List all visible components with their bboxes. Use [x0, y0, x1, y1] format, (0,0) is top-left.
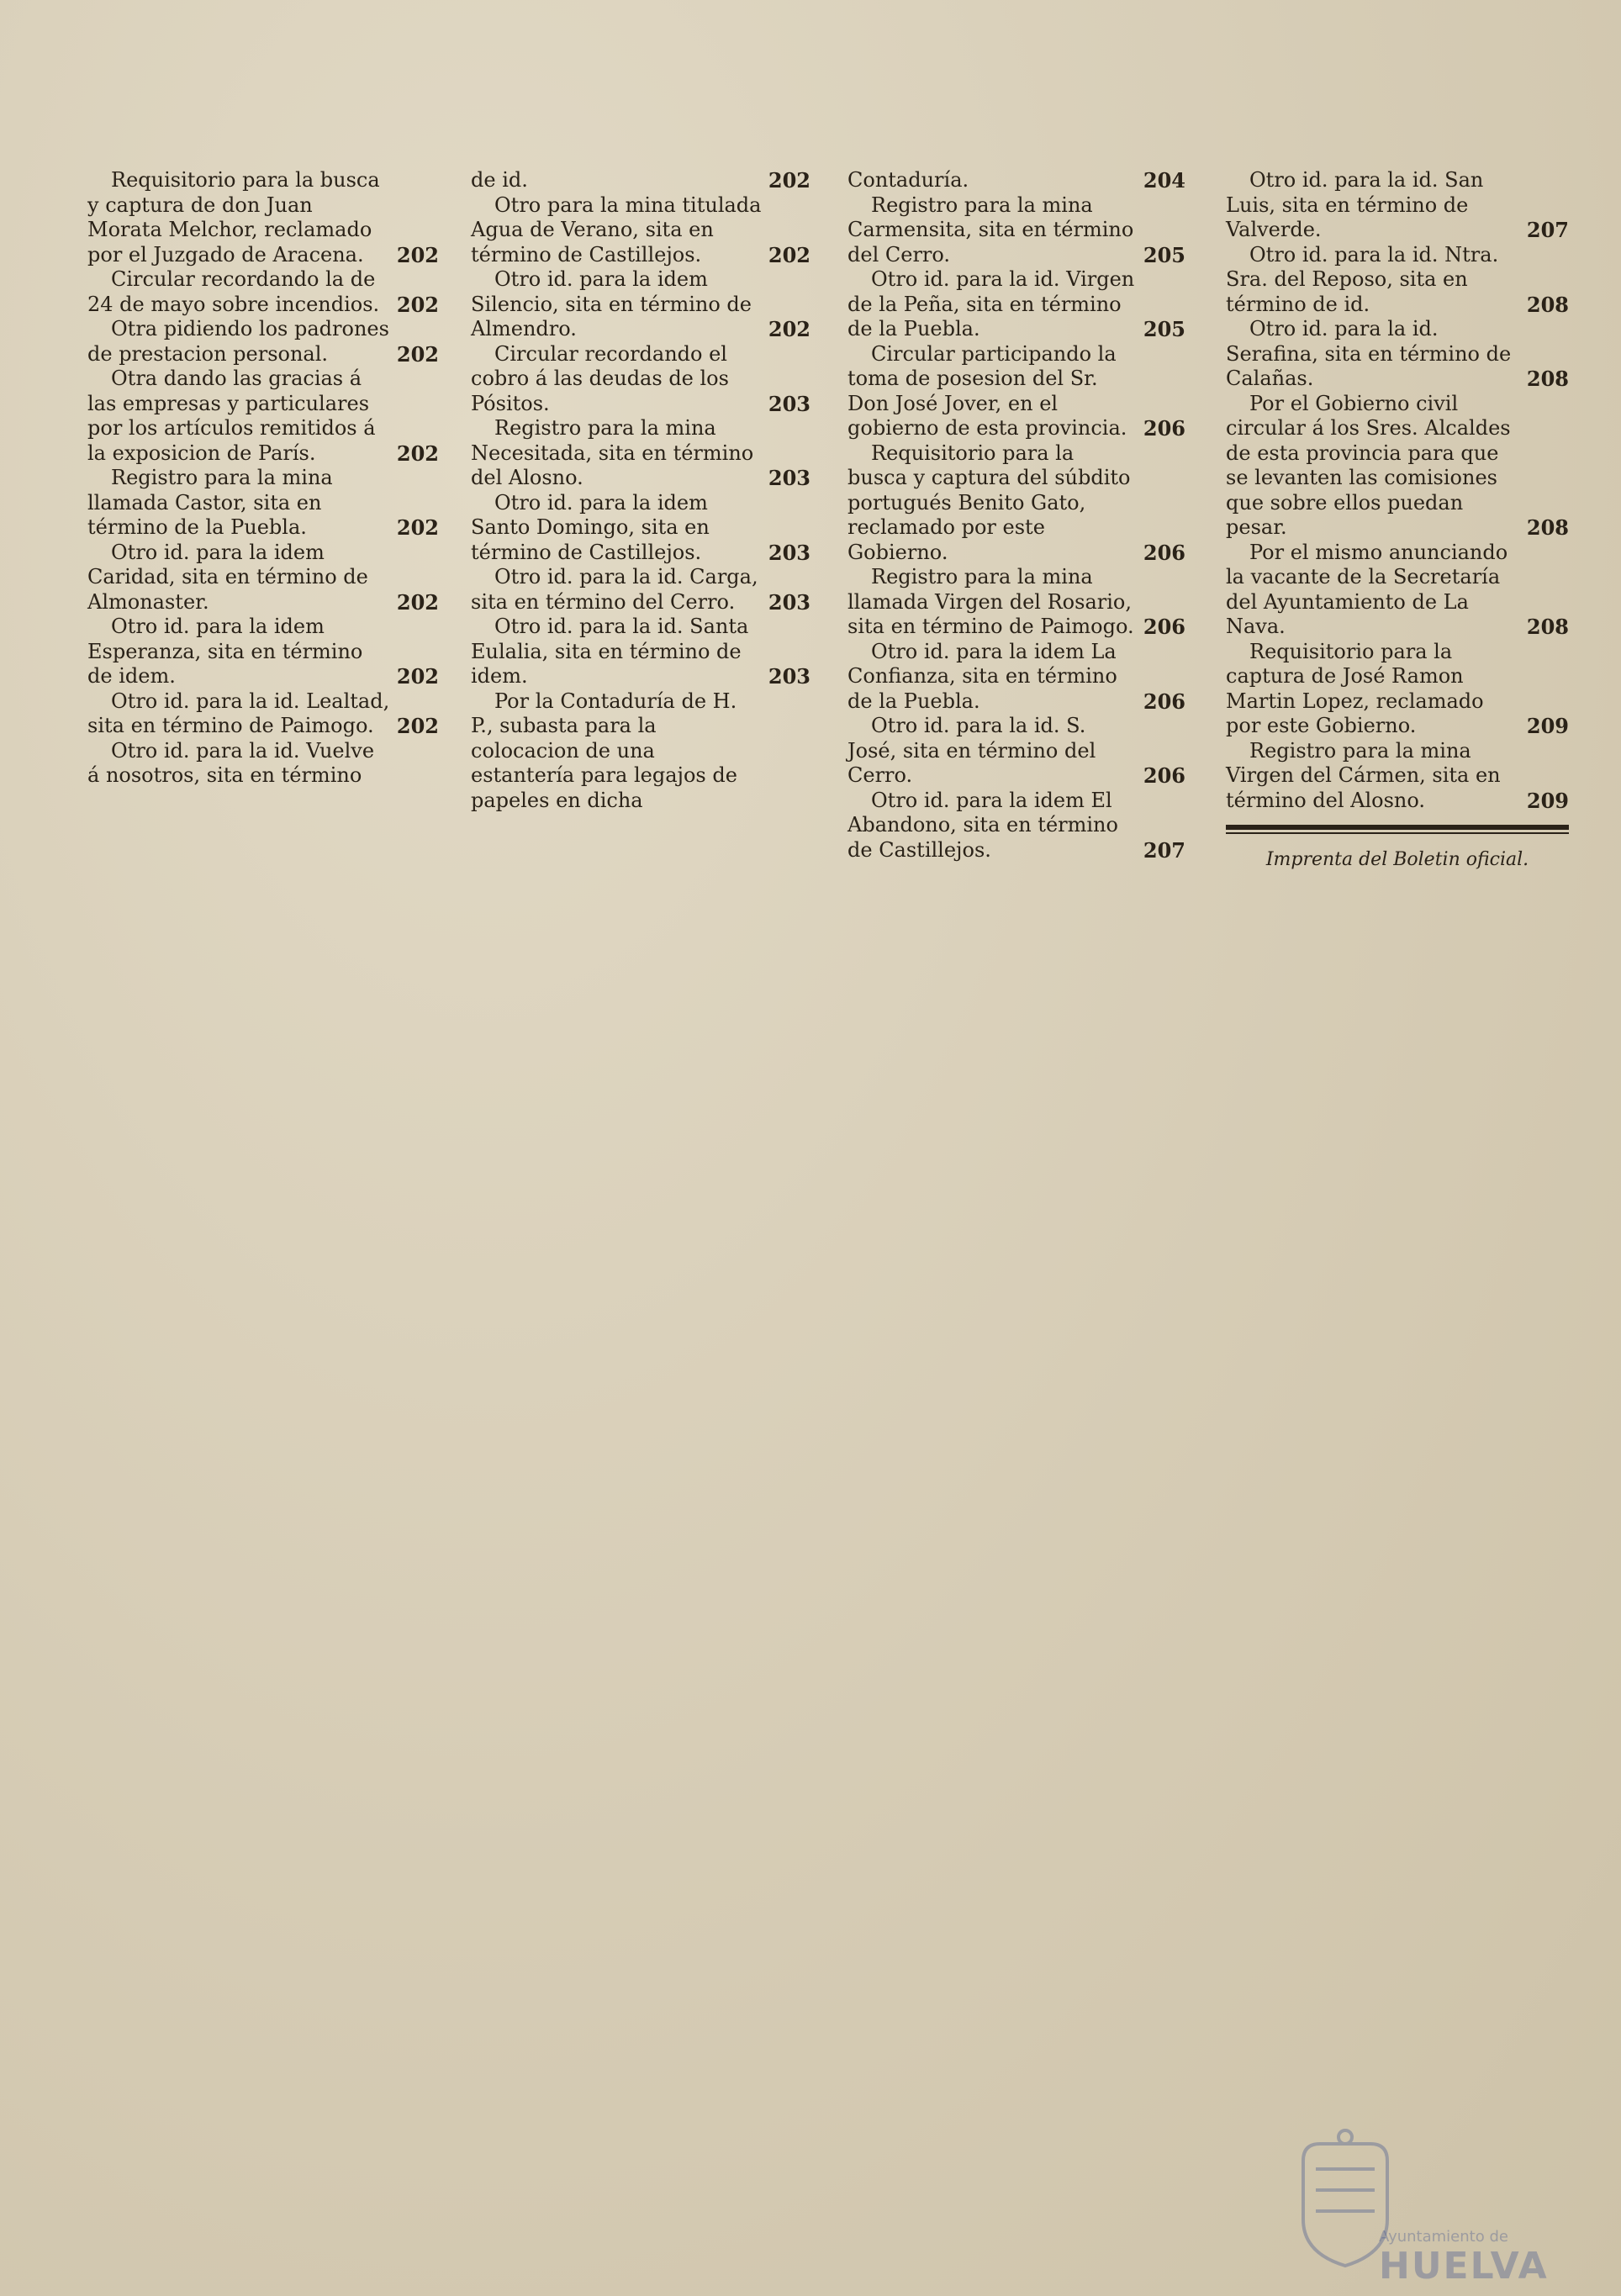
index-entry: Otro id. para la id. Lealtad, sita en término de Paimogo. 202: [87, 689, 439, 738]
index-entry: Por el mismo anunciando la vacante de la Secretaría del Ayuntamiento de La Nava. 208: [1226, 540, 1569, 639]
index-column-3: [847, 168, 1185, 863]
index-entry: Registro para la mina llamada Castor, sita en término de la Puebla. 202: [87, 466, 439, 540]
index-entry: Otro id. para la idem La Confianza, sita en término de la Puebla. 206: [847, 639, 1185, 714]
watermark-text: HUELVA: [1379, 2245, 1549, 2288]
index-entry: Otro id. para la id. Santa Eulalia, sita en término de idem. 203: [471, 615, 810, 689]
index-column-2: [471, 168, 810, 813]
index-entry: Otro id. para la id. Serafina, sita en término de Calañas. 208: [1226, 317, 1569, 391]
index-entry: Registro para la mina Carmensita, sita en término del Cerro. 205: [847, 193, 1185, 267]
index-entry: Requisitorio para la busca y captura de don Juan Morata Melchor, reclamado por el Juzgado de Aracena. 202: [87, 168, 439, 267]
index-entry: Por la Contaduría de H. P., subasta para la colocacion de una estantería para legajos de papeles en dicha: [471, 689, 737, 812]
closing-rule: [1226, 825, 1569, 830]
index-entry: Circular recordando la de 24 de mayo sobre incendios. 202: [87, 267, 439, 317]
watermark-subtext: Ayuntamiento de: [1379, 2228, 1508, 2246]
index-entry: Otra dando las gracias á las empresas y particulares por los artículos remitidos á la exposicion de París. 202: [87, 367, 439, 466]
index-entry: Por el Gobierno civil circular á los Sres. Alcaldes de esta provincia para que se levanten las comisiones que sobre ellos puedan pesar. 208: [1226, 391, 1569, 540]
index-entry: Otro id. para la id. Virgen de la Peña, sita en término de la Puebla. 205: [847, 267, 1185, 341]
imprint-line: Imprenta del Boletin oficial.: [1265, 849, 1529, 870]
index-entry: Otro id. para la idem Caridad, sita en término de Almonaster. 202: [87, 540, 439, 615]
index-column-1: [87, 168, 439, 789]
index-entry: Contaduría. 204: [847, 168, 1185, 193]
index-entry: Registro para la mina Virgen del Cármen, sita en término del Alosno. 209: [1226, 738, 1569, 813]
index-entry: Otro id. para la id. Carga, sita en término del Cerro. 203: [471, 565, 810, 615]
index-entry: Requisitorio para la busca y captura del súbdito portugués Benito Gato, reclamado por este Gobierno. 206: [847, 441, 1185, 565]
index-entry: Otro id. para la idem Santo Domingo, sita en término de Castillejos. 203: [471, 490, 810, 565]
index-entry: Otro id. para la idem Silencio, sita en término de Almendro. 202: [471, 267, 810, 341]
index-entry: Otro id. para la id. S. José, sita en término del Cerro. 206: [847, 714, 1185, 788]
index-entry: Otro id. para la idem El Abandono, sita en término de Castillejos. 207: [847, 788, 1185, 863]
index-entry: Registro para la mina llamada Virgen del Rosario, sita en término de Paimogo. 206: [847, 565, 1185, 639]
index-entry: Circular participando la toma de posesion del Sr. Don José Jover, en el gobierno de esta provincia. 206: [847, 341, 1185, 441]
index-entry: Otro para la mina titulada Agua de Verano, sita en término de Castillejos. 202: [471, 193, 810, 267]
index-entry: de id. 202: [471, 168, 810, 193]
index-entry: Registro para la mina Necesitada, sita en término del Alosno. 203: [471, 416, 810, 490]
closing-rule-thin: [1226, 832, 1569, 834]
index-entry: Otro id. para la id. Vuelve á nosotros, sita en término: [87, 738, 375, 787]
index-entry: Circular recordando el cobro á las deudas de los Pósitos. 203: [471, 341, 810, 416]
index-entry: Otro id. para la id. Ntra. Sra. del Reposo, sita en término de id. 208: [1226, 242, 1569, 317]
index-column-4: [1226, 168, 1569, 873]
index-entry: Requisitorio para la captura de José Ramon Martin Lopez, reclamado por este Gobierno. 209: [1226, 639, 1569, 738]
index-entry: Otro id. para la id. San Luis, sita en término de Valverde. 207: [1226, 168, 1569, 242]
index-entry: Otro id. para la idem Esperanza, sita en término de idem. 202: [87, 615, 439, 689]
index-entry: Otra pidiendo los padrones de prestacion personal. 202: [87, 317, 439, 367]
